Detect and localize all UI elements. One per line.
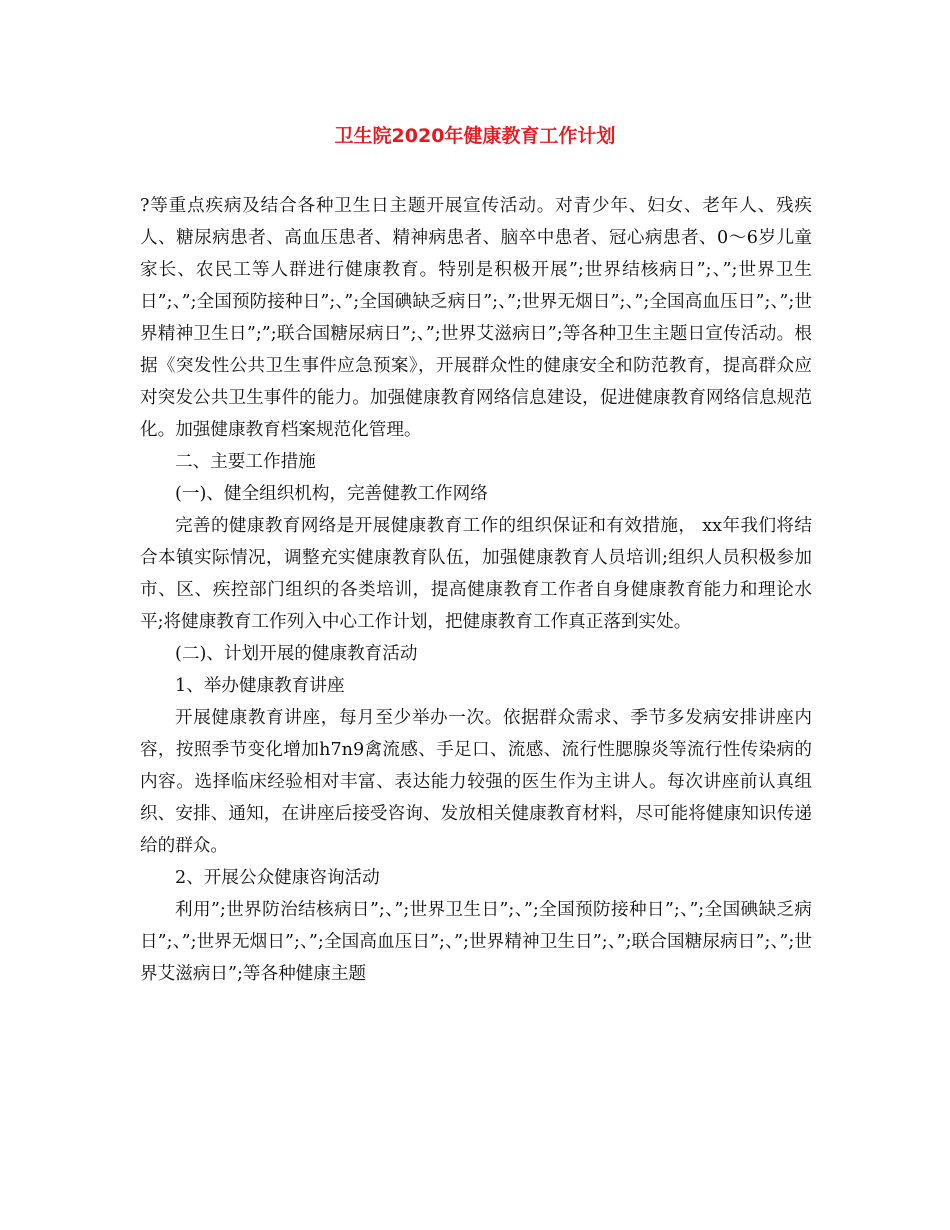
item-heading: 2、开展公众健康咨询活动: [175, 868, 380, 888]
paragraph: 开展健康教育讲座，每月至少举办一次。依据群众需求、季节多发病安排讲座内容，按照季节变化增加h7n9禽流感、手足口、流感、流行性腮腺炎等流行性传染病的内容。选择临床经验相对丰富、表达能力较强的医生作为主讲人。每次讲座前认真组织、安排、通知，在讲座后接受咨询、发放相关健康教育材料，尽可能将健康知识传递给的群众。: [140, 708, 812, 856]
subsection-heading: (二)、计划开展的健康教育活动: [175, 644, 418, 664]
item-heading: 1、举办健康教育讲座: [175, 676, 345, 696]
paragraph: 利用”;世界防治结核病日”;、”;世界卫生日”;、”;全国预防接种日”;、”;全国碘缺乏病日”;、”;世界无烟日”;、”;全国高血压日”;、”;世界精神卫生日”;、”;联合国糖尿病日”;、”;世界艾滋病日”;等各种健康主题: [140, 900, 812, 984]
document-body: [140, 190, 812, 990]
section-heading: 二、主要工作措施: [175, 452, 316, 472]
document-title: 卫生院2020年健康教育工作计划: [334, 125, 616, 147]
paragraph: 完善的健康教育网络是开展健康教育工作的组织保证和有效措施， xx年我们将结合本镇实际情况，调整充实健康教育队伍，加强健康教育人员培训;组织人员积极参加市、区、疾控部门组织的各类培训，提高健康教育工作者自身健康教育能力和理论水平;将健康教育工作列入中心工作计划，把健康教育工作真正落到实处。: [140, 516, 812, 632]
paragraph: ?等重点疾病及结合各种卫生日主题开展宣传活动。对青少年、妇女、老年人、残疾人、糖尿病患者、高血压患者、精神病患者、脑卒中患者、冠心病患者、0～6岁儿童家长、农民工等人群进行健康教育。特别是积极开展”;世界结核病日”;、”;世界卫生日”;、”;全国预防接种日”;、”;全国碘缺乏病日”;、”;世界无烟日”;、”;全国高血压日”;、”;世界精神卫生日”;”;联合国糖尿病日”;、”;世界艾滋病日”;等各种卫生主题日宣传活动。根据《突发性公共卫生事件应急预案》，开展群众性的健康安全和防范教育，提高群众应对突发公共卫生事件的能力。加强健康教育网络信息建设，促进健康教育网络信息规范化。加强健康教育档案规范化管理。: [140, 196, 812, 440]
subsection-heading: (一)、健全组织机构，完善健教工作网络: [175, 484, 488, 504]
